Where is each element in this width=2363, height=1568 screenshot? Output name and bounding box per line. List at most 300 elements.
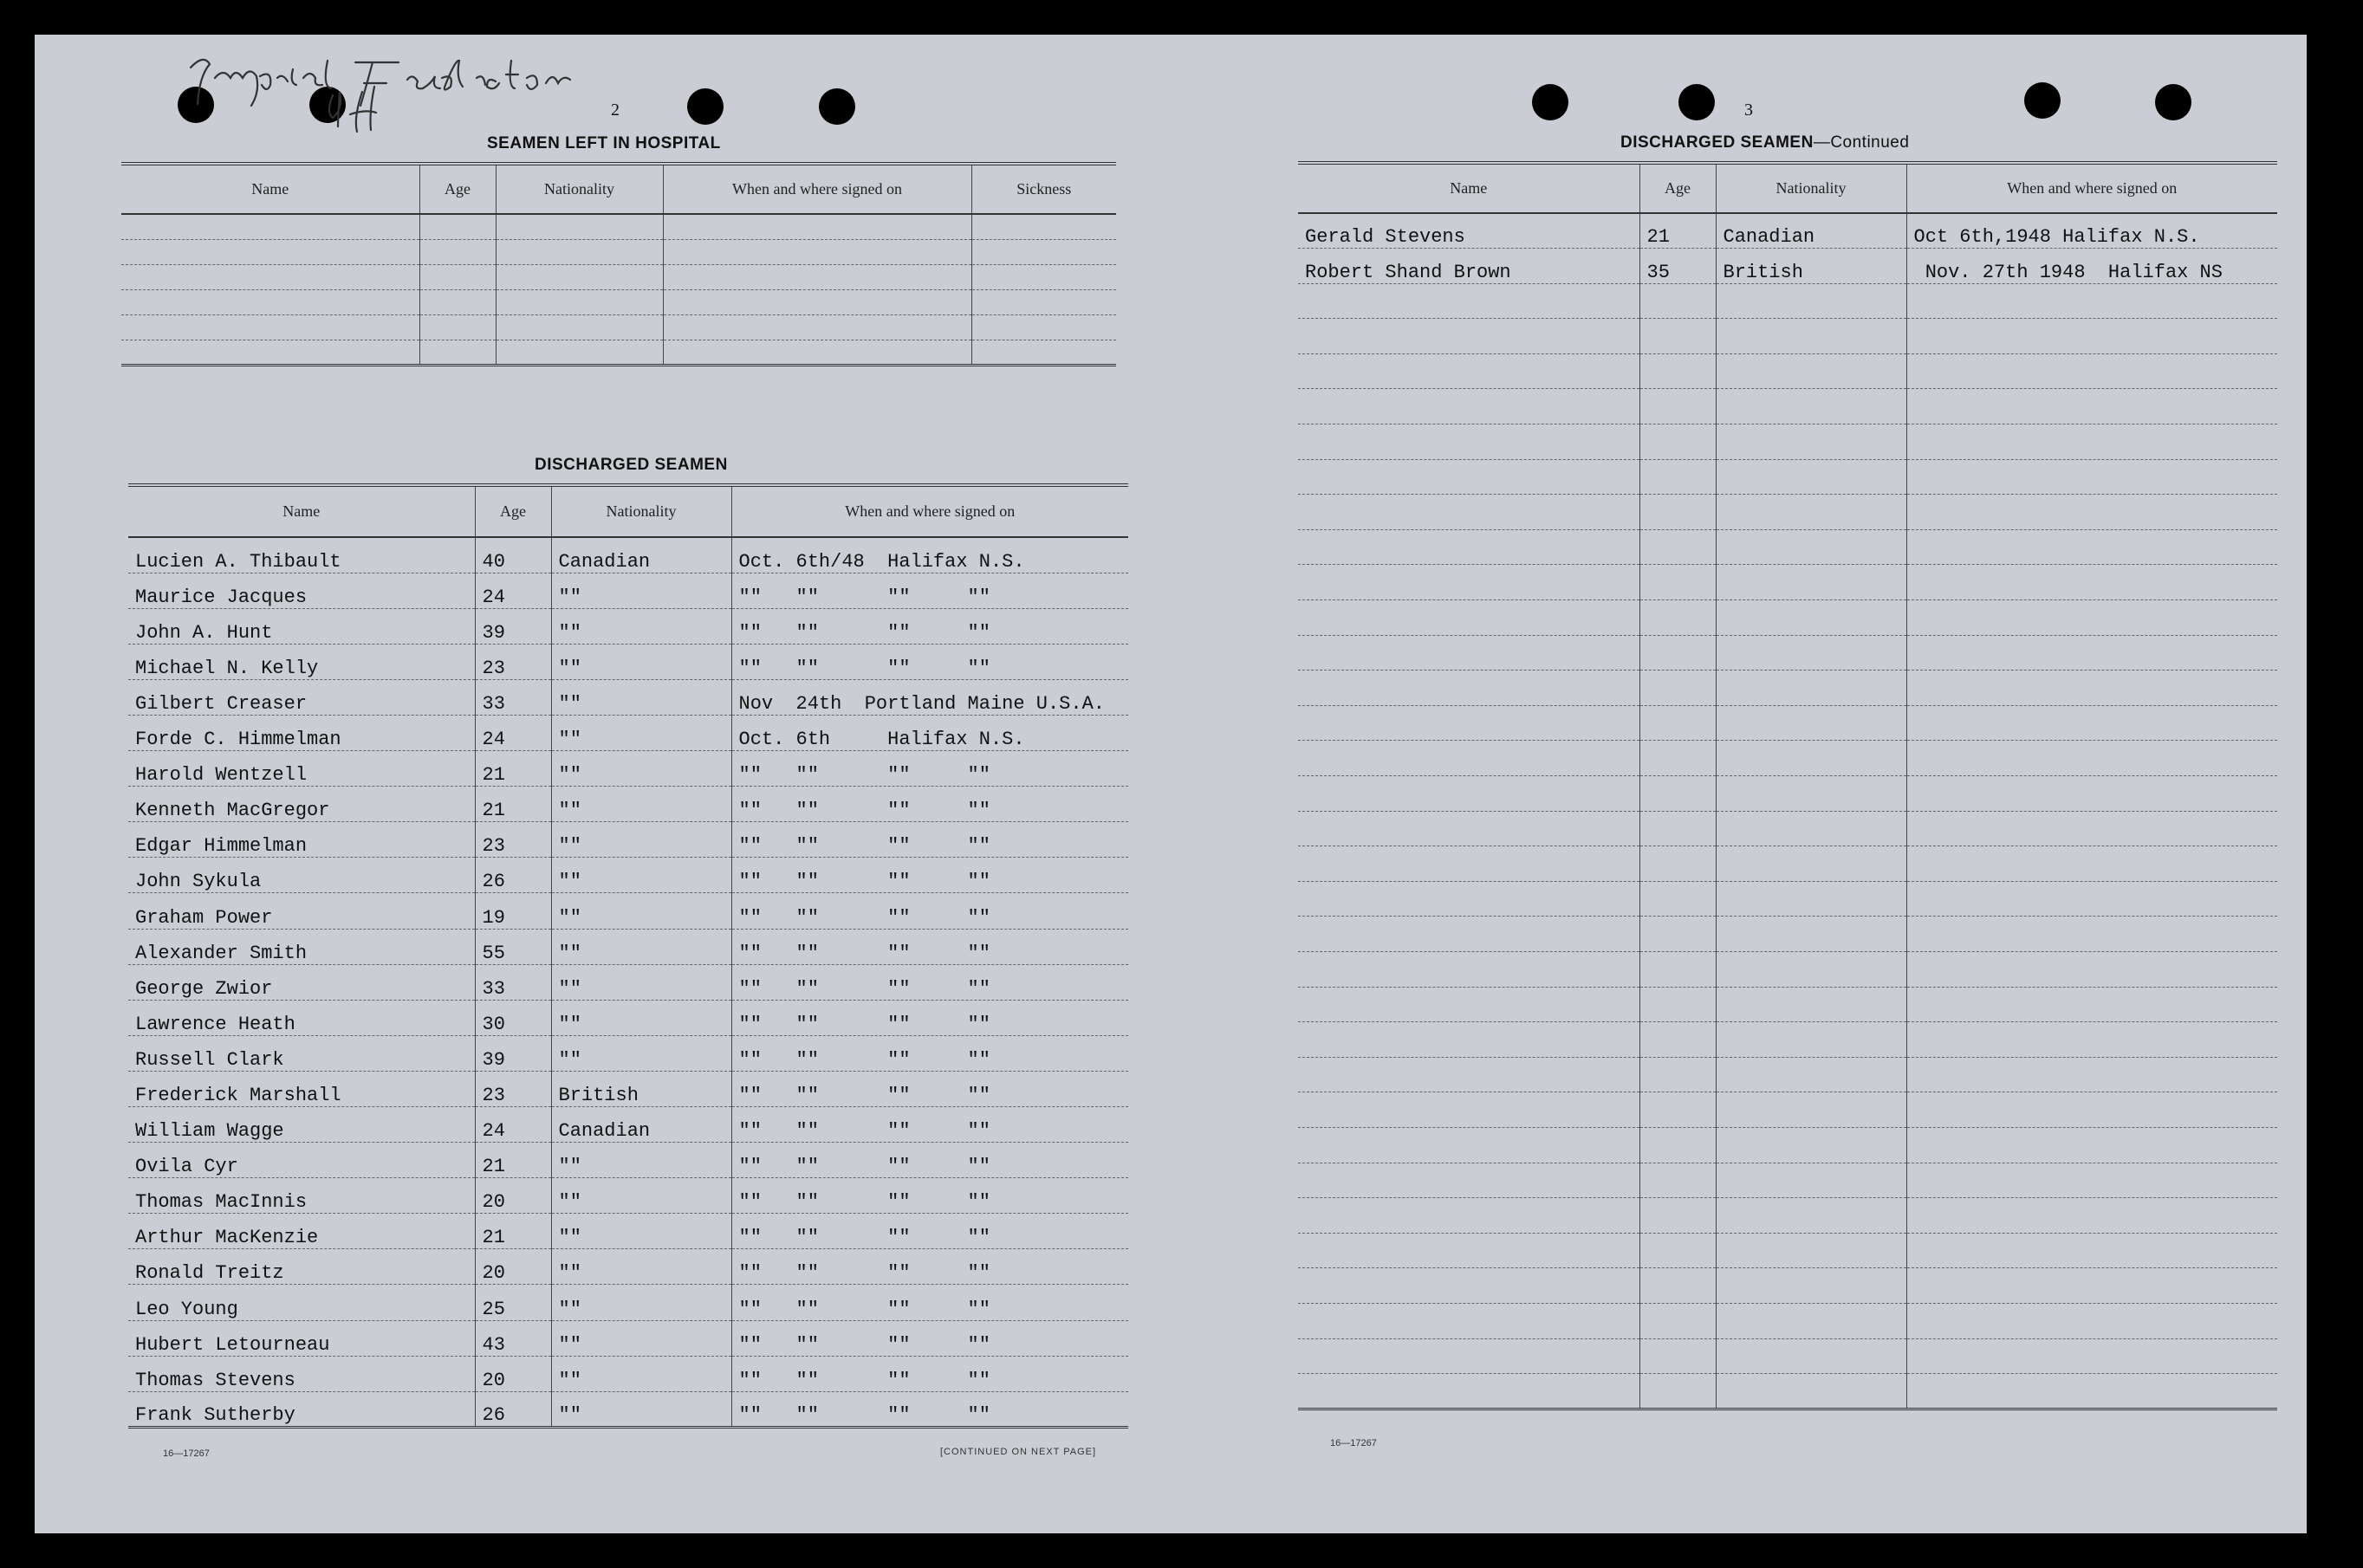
cell-age <box>419 340 496 365</box>
column-header-age: Age <box>1639 163 1716 213</box>
cell-name <box>1298 1233 1639 1268</box>
cell-nationality: "" <box>551 1356 731 1391</box>
cell-age: 24 <box>475 715 551 750</box>
column-header-signed-on: When and where signed on <box>663 164 971 214</box>
table-row <box>1298 213 2277 249</box>
cell-nationality <box>1716 1303 1906 1338</box>
column-header-sickness: Sickness <box>971 164 1116 214</box>
cell-age <box>1639 987 1716 1022</box>
table-row <box>1298 389 2277 424</box>
cell-name: Arthur MacKenzie <box>128 1214 475 1249</box>
cell-signed-on: "" "" "" "" <box>731 1107 1128 1143</box>
table-row <box>121 239 1116 264</box>
cell-name: Gerald Stevens <box>1298 213 1639 249</box>
cell-signed-on <box>663 264 971 289</box>
table-row <box>128 1071 1128 1106</box>
cell-nationality <box>1716 776 1906 812</box>
cell-age <box>1639 529 1716 565</box>
cell-name: John Sykula <box>128 858 475 893</box>
cell-name <box>1298 811 1639 846</box>
cell-name <box>1298 987 1639 1022</box>
column-header-name: Name <box>1298 163 1639 213</box>
cell-nationality <box>1716 917 1906 952</box>
punch-hole <box>1678 84 1715 120</box>
cell-age: 26 <box>475 858 551 893</box>
table-row <box>1298 951 2277 987</box>
cell-nationality <box>1716 283 1906 319</box>
cell-name: Edgar Himmelman <box>128 822 475 858</box>
table-row <box>1298 1057 2277 1092</box>
cell-nationality: "" <box>551 1000 731 1035</box>
cell-signed-on: "" "" "" "" <box>731 1035 1128 1071</box>
cell-name <box>1298 319 1639 354</box>
cell-name <box>1298 1127 1639 1163</box>
cell-name: Graham Power <box>128 893 475 929</box>
cell-nationality <box>1716 705 1906 741</box>
cell-name <box>1298 776 1639 812</box>
cell-age <box>1639 283 1716 319</box>
cell-signed-on <box>1906 1163 2277 1198</box>
cell-signed-on: "" "" "" "" <box>731 573 1128 608</box>
column-header-name: Name <box>121 164 419 214</box>
cell-nationality: "" <box>551 964 731 1000</box>
cell-nationality <box>1716 1163 1906 1198</box>
discharged-seamen-table <box>128 483 1128 1429</box>
cell-signed-on: "" "" "" "" <box>731 929 1128 964</box>
cell-age <box>1639 635 1716 671</box>
cell-nationality <box>1716 389 1906 424</box>
cell-age <box>419 214 496 239</box>
cell-signed-on <box>1906 600 2277 636</box>
cell-nationality <box>496 289 663 314</box>
cell-nationality: "" <box>551 608 731 644</box>
cell-signed-on: "" "" "" "" <box>731 1320 1128 1356</box>
cell-name <box>1298 283 1639 319</box>
cell-age <box>1639 811 1716 846</box>
table-row <box>1298 1092 2277 1128</box>
section-subtitle: —Continued <box>1813 133 1910 152</box>
cell-signed-on: Oct 6th,1948 Halifax N.S. <box>1906 213 2277 249</box>
cell-age: 33 <box>475 964 551 1000</box>
cell-age: 21 <box>1639 213 1716 249</box>
cell-nationality: "" <box>551 715 731 750</box>
cell-sickness <box>971 289 1116 314</box>
cell-age <box>419 239 496 264</box>
cell-signed-on: "" "" "" "" <box>731 644 1128 679</box>
table-row <box>1298 741 2277 776</box>
cell-name <box>1298 529 1639 565</box>
table-row <box>128 537 1128 573</box>
cell-name <box>121 340 419 365</box>
cell-signed-on: Oct. 6th/48 Halifax N.S. <box>731 537 1128 573</box>
cell-name: William Wagge <box>128 1107 475 1143</box>
cell-name: John A. Hunt <box>128 608 475 644</box>
cell-age <box>419 264 496 289</box>
right-page <box>1222 35 2307 1533</box>
table-row <box>128 858 1128 893</box>
cell-signed-on: "" "" "" "" <box>731 1214 1128 1249</box>
cell-nationality <box>1716 319 1906 354</box>
table-row <box>121 214 1116 239</box>
cell-name <box>1298 565 1639 600</box>
punch-hole <box>2024 82 2061 119</box>
table-row <box>1298 811 2277 846</box>
hospital-table <box>121 162 1116 366</box>
cell-age <box>1639 1303 1716 1338</box>
form-code: 16—17267 <box>1330 1438 1377 1448</box>
cell-age <box>1639 846 1716 882</box>
cell-age <box>1639 1338 1716 1374</box>
cell-signed-on <box>663 214 971 239</box>
cell-name <box>1298 1022 1639 1058</box>
cell-nationality <box>1716 424 1906 460</box>
cell-signed-on <box>1906 565 2277 600</box>
column-header-age: Age <box>475 485 551 537</box>
cell-age <box>419 314 496 340</box>
cell-name: Alexander Smith <box>128 929 475 964</box>
cell-signed-on: "" "" "" "" <box>731 608 1128 644</box>
discharged-continued-table <box>1298 161 2277 1410</box>
cell-signed-on <box>1906 951 2277 987</box>
table-row <box>128 1178 1128 1214</box>
table-row <box>1298 1268 2277 1304</box>
cell-name <box>1298 741 1639 776</box>
cell-name: Lucien A. Thibault <box>128 537 475 573</box>
cell-name: Ovila Cyr <box>128 1143 475 1178</box>
cell-nationality <box>1716 1338 1906 1374</box>
table-row <box>128 1143 1128 1178</box>
cell-name <box>121 289 419 314</box>
table-row <box>121 264 1116 289</box>
manifest-sheet <box>35 35 2307 1533</box>
cell-signed-on <box>1906 1092 2277 1128</box>
cell-signed-on <box>1906 424 2277 460</box>
cell-age: 21 <box>475 751 551 787</box>
table-row <box>1298 1127 2277 1163</box>
cell-signed-on <box>1906 705 2277 741</box>
cell-signed-on: "" "" "" "" <box>731 964 1128 1000</box>
cell-nationality: "" <box>551 1249 731 1285</box>
cell-signed-on <box>1906 389 2277 424</box>
hospital-section-title: SEAMEN LEFT IN HOSPITAL <box>487 134 721 152</box>
cell-nationality <box>1716 951 1906 987</box>
table-row <box>128 1035 1128 1071</box>
cell-age: 21 <box>475 1214 551 1249</box>
cell-nationality: Canadian <box>551 537 731 573</box>
cell-nationality: Canadian <box>1716 213 1906 249</box>
cell-age: 26 <box>475 1391 551 1427</box>
cell-nationality: British <box>551 1071 731 1106</box>
table-row <box>1298 249 2277 284</box>
cell-signed-on <box>1906 353 2277 389</box>
column-header-name: Name <box>128 485 475 537</box>
discharged-section-title: DISCHARGED SEAMEN <box>535 456 728 474</box>
table-row <box>128 608 1128 644</box>
cell-signed-on <box>1906 1198 2277 1234</box>
cell-nationality: "" <box>551 1035 731 1071</box>
cell-signed-on <box>1906 1374 2277 1409</box>
table-row <box>128 964 1128 1000</box>
cell-age <box>1639 1374 1716 1409</box>
table-row <box>1298 1163 2277 1198</box>
cell-sickness <box>971 340 1116 365</box>
cell-signed-on <box>1906 1057 2277 1092</box>
column-header-signed-on: When and where signed on <box>1906 163 2277 213</box>
cell-signed-on <box>1906 671 2277 706</box>
cell-age <box>1639 1127 1716 1163</box>
cell-nationality <box>496 314 663 340</box>
cell-signed-on <box>1906 741 2277 776</box>
cell-nationality: "" <box>551 1320 731 1356</box>
cell-sickness <box>971 214 1116 239</box>
cell-name <box>121 214 419 239</box>
cell-signed-on <box>1906 1303 2277 1338</box>
cell-signed-on <box>1906 495 2277 530</box>
table-row <box>121 340 1116 365</box>
table-row <box>1298 529 2277 565</box>
punch-hole <box>1532 84 1568 120</box>
cell-signed-on: Nov. 27th 1948 Halifax NS <box>1906 249 2277 284</box>
table-row <box>1298 881 2277 917</box>
punch-hole <box>2155 84 2191 120</box>
table-row <box>1298 600 2277 636</box>
cell-signed-on <box>663 314 971 340</box>
cell-name <box>1298 951 1639 987</box>
cell-age <box>1639 459 1716 495</box>
cell-signed-on: "" "" "" "" <box>731 1249 1128 1285</box>
page-number: 3 <box>1744 100 1753 120</box>
cell-name: Ronald Treitz <box>128 1249 475 1285</box>
cell-age: 20 <box>475 1178 551 1214</box>
cell-age: 23 <box>475 644 551 679</box>
cell-name <box>1298 1338 1639 1374</box>
table-row <box>1298 1338 2277 1374</box>
table-row <box>128 1356 1128 1391</box>
cell-signed-on: "" "" "" "" <box>731 1285 1128 1320</box>
table-row <box>1298 987 2277 1022</box>
continued-note: [CONTINUED ON NEXT PAGE] <box>940 1447 1097 1457</box>
cell-signed-on <box>1906 1233 2277 1268</box>
cell-name <box>1298 424 1639 460</box>
cell-nationality <box>1716 987 1906 1022</box>
cell-nationality: "" <box>551 787 731 822</box>
cell-name <box>1298 389 1639 424</box>
cell-nationality <box>1716 529 1906 565</box>
cell-age: 25 <box>475 1285 551 1320</box>
cell-age: 21 <box>475 1143 551 1178</box>
cell-nationality <box>1716 1092 1906 1128</box>
table-row <box>128 715 1128 750</box>
cell-age: 55 <box>475 929 551 964</box>
cell-nationality <box>496 264 663 289</box>
table-row <box>1298 671 2277 706</box>
cell-age: 33 <box>475 679 551 715</box>
cell-age <box>1639 1057 1716 1092</box>
cell-signed-on: "" "" "" "" <box>731 1391 1128 1427</box>
cell-nationality: "" <box>551 893 731 929</box>
cell-name: Russell Clark <box>128 1035 475 1071</box>
table-row <box>1298 1233 2277 1268</box>
table-row <box>1298 1374 2277 1409</box>
table-row <box>1298 1022 2277 1058</box>
cell-sickness <box>971 239 1116 264</box>
table-row <box>1298 705 2277 741</box>
table-row <box>1298 319 2277 354</box>
cell-signed-on <box>1906 283 2277 319</box>
cell-name <box>121 264 419 289</box>
table-row <box>128 893 1128 929</box>
cell-nationality <box>1716 671 1906 706</box>
cell-signed-on <box>1906 811 2277 846</box>
cell-age: 24 <box>475 573 551 608</box>
cell-signed-on <box>1906 529 2277 565</box>
cell-age <box>1639 389 1716 424</box>
cell-signed-on <box>1906 635 2277 671</box>
table-row <box>1298 459 2277 495</box>
table-row <box>1298 917 2277 952</box>
cell-age <box>1639 1163 1716 1198</box>
cell-nationality <box>1716 846 1906 882</box>
cell-nationality: Canadian <box>551 1107 731 1143</box>
cell-nationality: "" <box>551 858 731 893</box>
column-header-signed-on: When and where signed on <box>731 485 1128 537</box>
cell-name <box>1298 600 1639 636</box>
cell-age: 39 <box>475 1035 551 1071</box>
cell-name <box>1298 1163 1639 1198</box>
cell-signed-on <box>1906 1338 2277 1374</box>
cell-name <box>121 239 419 264</box>
table-header-row <box>128 485 1128 537</box>
form-code: 16—17267 <box>163 1448 210 1459</box>
cell-age: 21 <box>475 787 551 822</box>
cell-signed-on: "" "" "" "" <box>731 1178 1128 1214</box>
cell-name <box>1298 846 1639 882</box>
table-row <box>1298 424 2277 460</box>
cell-nationality <box>496 239 663 264</box>
cell-age: 35 <box>1639 249 1716 284</box>
cell-signed-on <box>663 340 971 365</box>
cell-signed-on <box>1906 881 2277 917</box>
table-row <box>1298 565 2277 600</box>
cell-age <box>1639 600 1716 636</box>
cell-age <box>419 289 496 314</box>
cell-signed-on <box>663 289 971 314</box>
table-header-row <box>121 164 1116 214</box>
cell-nationality <box>1716 353 1906 389</box>
table-row <box>128 1107 1128 1143</box>
left-page <box>35 35 1196 1533</box>
cell-age <box>1639 1092 1716 1128</box>
cell-nationality: "" <box>551 679 731 715</box>
table-row <box>128 1000 1128 1035</box>
cell-name <box>121 314 419 340</box>
cell-signed-on <box>1906 1127 2277 1163</box>
handwritten-annotation <box>156 43 763 139</box>
cell-nationality <box>1716 1374 1906 1409</box>
cell-nationality <box>496 214 663 239</box>
table-row <box>1298 846 2277 882</box>
table-header-row <box>1298 163 2277 213</box>
cell-age <box>1639 671 1716 706</box>
cell-signed-on <box>1906 987 2277 1022</box>
cell-age: 43 <box>475 1320 551 1356</box>
cell-age: 20 <box>475 1356 551 1391</box>
cell-nationality <box>1716 565 1906 600</box>
cell-name <box>1298 635 1639 671</box>
cell-age <box>1639 1022 1716 1058</box>
table-row <box>128 822 1128 858</box>
cell-nationality <box>1716 1057 1906 1092</box>
cell-name: Leo Young <box>128 1285 475 1320</box>
table-row <box>128 1214 1128 1249</box>
cell-signed-on <box>663 239 971 264</box>
cell-name: Thomas Stevens <box>128 1356 475 1391</box>
cell-age <box>1639 741 1716 776</box>
cell-sickness <box>971 314 1116 340</box>
table-row <box>1298 495 2277 530</box>
cell-age <box>1639 565 1716 600</box>
cell-signed-on <box>1906 459 2277 495</box>
table-row <box>128 1320 1128 1356</box>
cell-name: Frederick Marshall <box>128 1071 475 1106</box>
cell-nationality <box>1716 1022 1906 1058</box>
cell-signed-on: "" "" "" "" <box>731 787 1128 822</box>
table-row <box>128 787 1128 822</box>
punch-hole <box>819 88 855 125</box>
column-header-nationality: Nationality <box>551 485 731 537</box>
table-row <box>128 1391 1128 1427</box>
cell-age: 20 <box>475 1249 551 1285</box>
cell-age <box>1639 424 1716 460</box>
cell-name <box>1298 1057 1639 1092</box>
cell-name: Gilbert Creaser <box>128 679 475 715</box>
column-header-nationality: Nationality <box>1716 163 1906 213</box>
cell-name: George Zwior <box>128 964 475 1000</box>
cell-sickness <box>971 264 1116 289</box>
cell-nationality: "" <box>551 1214 731 1249</box>
cell-signed-on: "" "" "" "" <box>731 1000 1128 1035</box>
cell-nationality: "" <box>551 1285 731 1320</box>
section-title-text: DISCHARGED SEAMEN <box>1620 133 1814 152</box>
cell-name: Michael N. Kelly <box>128 644 475 679</box>
cell-age: 24 <box>475 1107 551 1143</box>
table-row <box>121 289 1116 314</box>
cell-nationality: "" <box>551 929 731 964</box>
discharged-continued-title <box>1620 133 1909 152</box>
cell-age <box>1639 1268 1716 1304</box>
cell-signed-on: "" "" "" "" <box>731 751 1128 787</box>
cell-nationality: "" <box>551 1391 731 1427</box>
table-row <box>1298 1198 2277 1234</box>
cell-name <box>1298 459 1639 495</box>
column-header-nationality: Nationality <box>496 164 663 214</box>
cell-name <box>1298 1303 1639 1338</box>
cell-age <box>1639 495 1716 530</box>
cell-name <box>1298 671 1639 706</box>
cell-nationality: "" <box>551 573 731 608</box>
cell-nationality: "" <box>551 751 731 787</box>
cell-age: 19 <box>475 893 551 929</box>
table-row <box>1298 353 2277 389</box>
table-row <box>128 679 1128 715</box>
page-number: 2 <box>611 100 620 120</box>
cell-name <box>1298 353 1639 389</box>
table-row <box>128 1285 1128 1320</box>
table-row <box>1298 635 2277 671</box>
cell-name <box>1298 881 1639 917</box>
cell-signed-on: "" "" "" "" <box>731 893 1128 929</box>
cell-name <box>1298 1198 1639 1234</box>
